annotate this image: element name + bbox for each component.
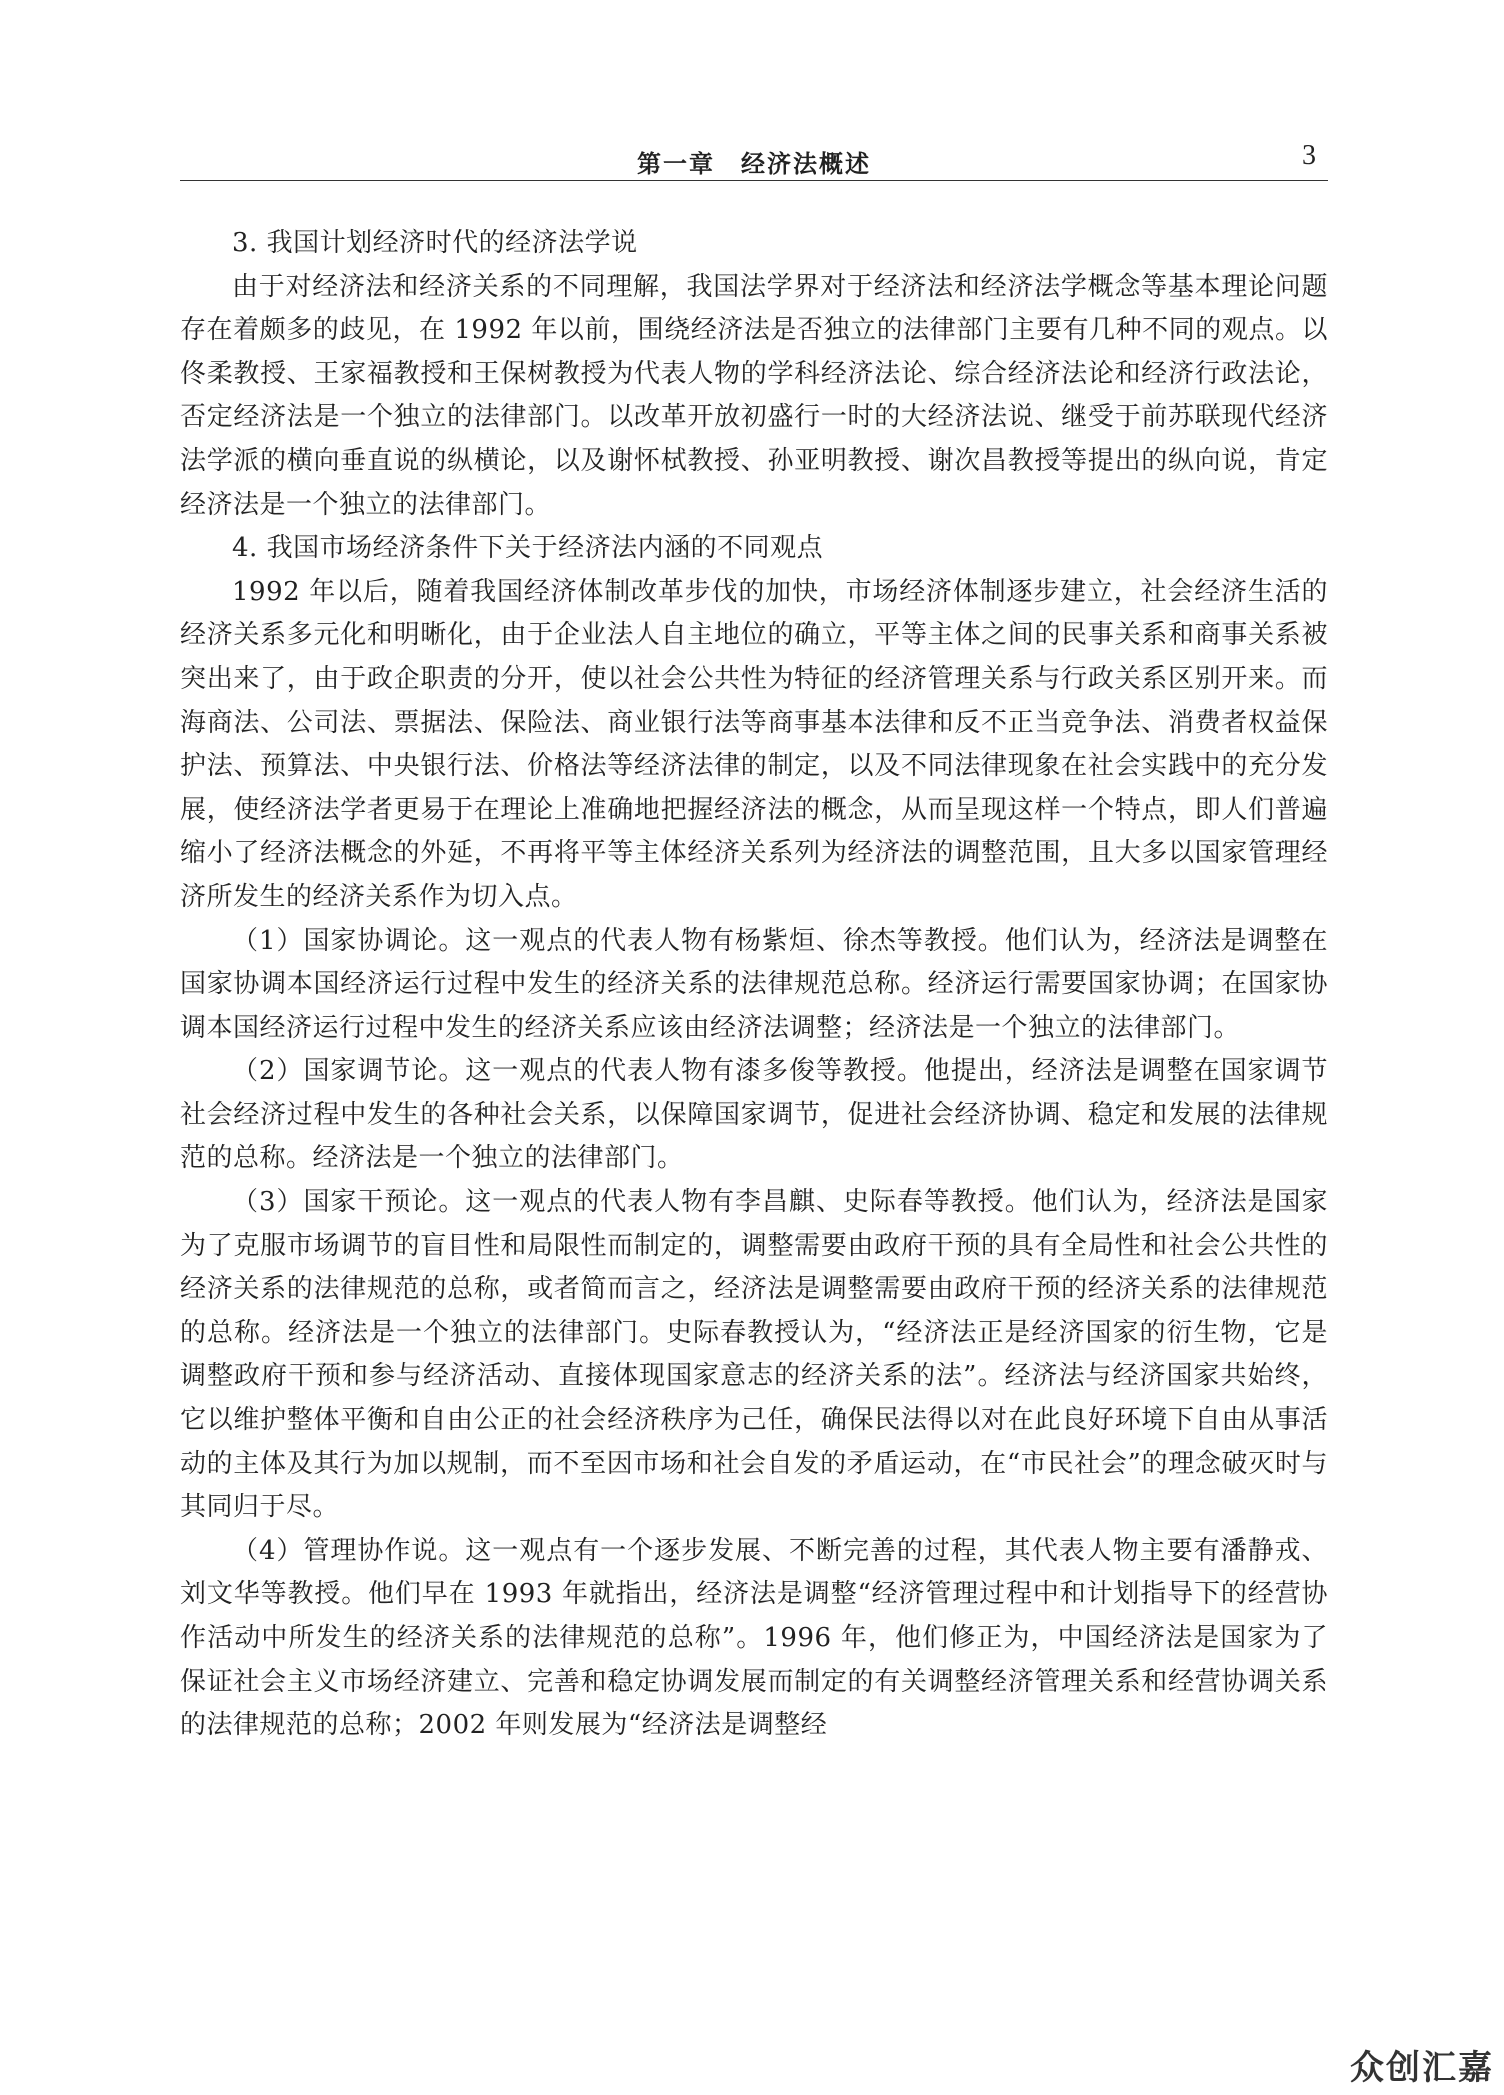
section-heading-3: 3. 我国计划经济时代的经济法学说 (232, 228, 638, 258)
page-number: 3 (1302, 140, 1316, 171)
paragraph: 1992 年以后，随着我国经济体制改革步伐的加快，市场经济体制逐步建立，社会经济生活的经济关系多元化和明晰化，由于企业法人自主地位的确立，平等主体之间的民事关系和商事关系被突出来了，由于政企职责的分开，使以社会公共性为特征的经济管理关系与行政关系区别开来。而海商法、公司法、票据法、保险法、商业银行法等商事基本法律和反不正当竞争法、消费者权益保护法、预算法、中央银行法、价格法等经济法律的制定，以及不同法律现象在社会实践中的充分发展，使经济法学者更易于在理论上准确地把握经济法的概念，从而呈现这样一个特点，即人们普遍缩小了经济法概念的外延，不再将平等主体经济关系列为经济法的调整范围，且大多以国家管理经济所发生的经济关系作为切入点。 (180, 576, 1328, 912)
paragraph: （2）国家调节论。这一观点的代表人物有漆多俊等教授。他提出，经济法是调整在国家调节社会经济过程中发生的各种社会关系，以保障国家调节，促进社会经济协调、稳定和发展的法律规范的总称。经济法是一个独立的法律部门。 (180, 1056, 1328, 1174)
paragraph: 由于对经济法和经济关系的不同理解，我国法学界对于经济法和经济法学概念等基本理论问题存在着颇多的歧见，在 1992 年以前，围绕经济法是否独立的法律部门主要有几种不同的观点。以佟柔教授、王家福教授和王保树教授为代表人物的学科经济法论、综合经济法论和经济行政法论，否定经济法是一个独立的法律部门。以改革开放初盛行一时的大经济法说、继受于前苏联现代经济法学派的横向垂直说的纵横论，以及谢怀栻教授、孙亚明教授、谢次昌教授等提出的纵向说，肯定经济法是一个独立的法律部门。 (180, 271, 1328, 520)
watermark-logo: 众创汇嘉 (1350, 2048, 1494, 2088)
paragraph: （4）管理协作说。这一观点有一个逐步发展、不断完善的过程，其代表人物主要有潘静戎、刘文华等教授。他们早在 1993 年就指出，经济法是调整“经济管理过程中和计划指导下的经营协作活动中所发生的经济关系的法律规范的总称”。1996 年，他们修正为，中国经济法是国家为了保证社会主义市场经济建立、完善和稳定协调发展而制定的有关调整经济管理关系和经营协调关系的法律规范的总称；2002 年则发展为“经济法是调整经 (180, 1535, 1328, 1741)
chapter-title: 第一章 经济法概述 (637, 150, 871, 178)
paragraph: （1）国家协调论。这一观点的代表人物有杨紫烜、徐杰等教授。他们认为，经济法是调整在国家协调本国经济运行过程中发生的经济关系的法律规范总称。经济运行需要国家协调；在国家协调本国经济运行过程中发生的经济关系应该由经济法调整；经济法是一个独立的法律部门。 (180, 925, 1328, 1043)
running-header (180, 140, 1328, 181)
paragraph: （3）国家干预论。这一观点的代表人物有李昌麒、史际春等教授。他们认为，经济法是国家为了克服市场调节的盲目性和局限性而制定的，调整需要由政府干预的具有全局性和社会公共性的经济关系的法律规范的总称，或者简而言之，经济法是调整需要由政府干预的经济关系的法律规范的总称。经济法是一个独立的法律部门。史际春教授认为，“经济法正是经济国家的衍生物，它是调整政府干预和参与经济活动、直接体现国家意志的经济关系的法”。经济法与经济国家共始终，它以维护整体平衡和自由公正的社会经济秩序为己任，确保民法得以对在此良好环境下自由从事活动的主体及其行为加以规制，而不至因市场和社会自发的矛盾运动，在“市民社会”的理念破灭时与其同归于尽。 (180, 1187, 1328, 1523)
body-text (180, 222, 1328, 1748)
section-heading-4: 4. 我国市场经济条件下关于经济法内涵的不同观点 (232, 533, 824, 564)
